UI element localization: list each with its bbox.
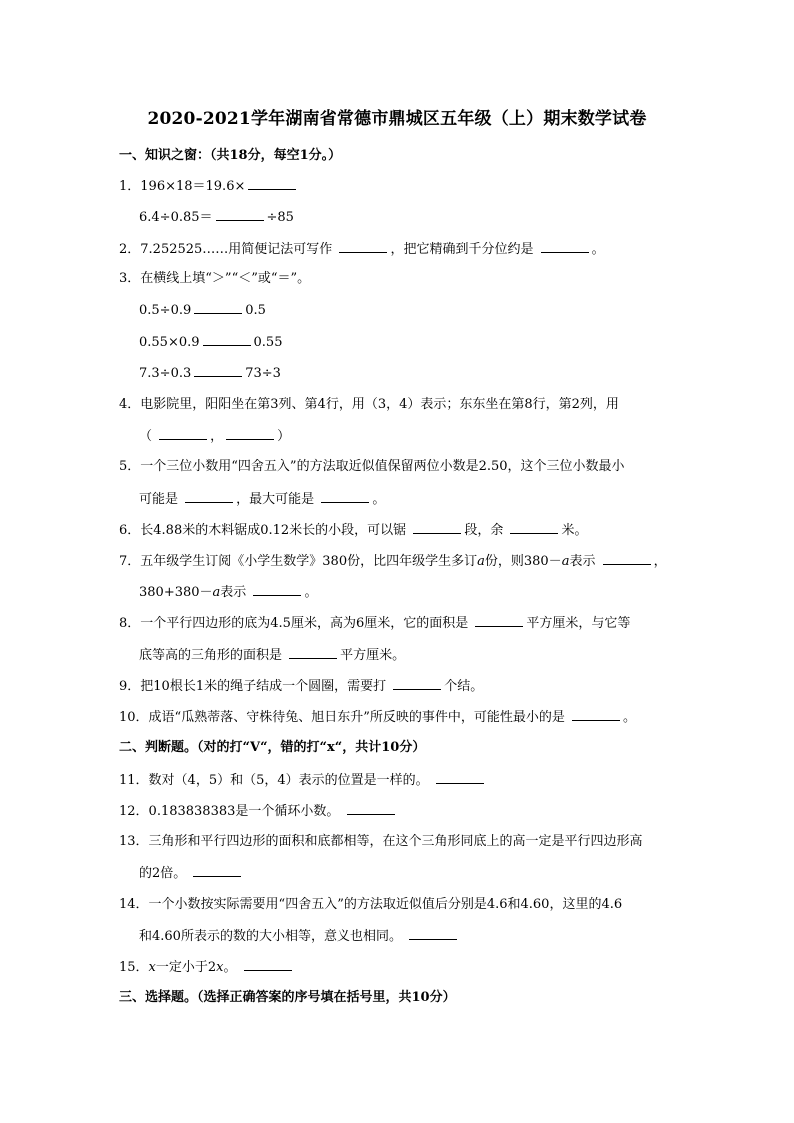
answer-blank[interactable] bbox=[321, 490, 369, 503]
q7-text-2: 份，则380－ bbox=[484, 554, 562, 569]
q1b-tail: ÷85 bbox=[266, 210, 294, 225]
q7-var-a: a bbox=[477, 554, 485, 569]
answer-blank[interactable] bbox=[194, 301, 242, 314]
q4-close-paren: ） bbox=[277, 429, 291, 444]
q2-text-b: ，把它精确到千分位约是 bbox=[390, 242, 534, 257]
q4-open-paren: （ bbox=[139, 429, 153, 444]
question-13: 13．三角形和平行四边形的面积和底都相等，在这个三角形同底上的高一定是平行四边形高 bbox=[119, 834, 643, 849]
question-14: 14．一个小数按实际需要用“四舍五入”的方法取近似值后分别是4.6和4.60，这里的4.6 bbox=[119, 897, 623, 912]
question-13-part-2 bbox=[139, 864, 244, 883]
q6-text-b: 段，余 bbox=[464, 523, 504, 538]
answer-blank[interactable] bbox=[248, 177, 296, 190]
answer-blank[interactable] bbox=[603, 552, 651, 565]
answer-blank[interactable] bbox=[339, 240, 387, 253]
question-7 bbox=[119, 552, 667, 571]
section1-heading: 一、知识之窗：（共18分，每空1分。） bbox=[119, 148, 342, 163]
question-8 bbox=[119, 614, 630, 633]
question-5: 5．一个三位小数用“四舍五入”的方法取近似值保留两位小数是2.50，这个三位小数最小 bbox=[119, 459, 625, 474]
answer-blank[interactable] bbox=[572, 708, 620, 721]
question-9 bbox=[119, 677, 483, 696]
question-11 bbox=[119, 771, 487, 790]
q8b-text: 底等高的三角形的面积是 bbox=[139, 648, 283, 663]
answer-blank[interactable] bbox=[393, 677, 441, 690]
answer-blank[interactable] bbox=[159, 427, 207, 440]
q7b-text-3: 。 bbox=[304, 585, 318, 600]
question-6 bbox=[119, 521, 587, 540]
answer-blank[interactable] bbox=[289, 646, 337, 659]
q7-text: 7．五年级学生订阅《小学生数学》380份，比四年级学生多订 bbox=[119, 554, 478, 569]
q9-text: 9．把10根长1米的绳子结成一个圆圈，需要打 bbox=[119, 679, 387, 694]
question-7-part-2 bbox=[139, 583, 317, 602]
section2-heading: 二、判断题。（对的打“V“，错的打“x“，共计10分） bbox=[119, 740, 426, 755]
q7-text-4: ， bbox=[653, 554, 667, 569]
q7b-text: 380+380－ bbox=[139, 585, 213, 600]
q7-var-a2: a bbox=[561, 554, 570, 569]
question-8-part-2 bbox=[139, 646, 405, 665]
q1-text: 1．196×18＝19.6× bbox=[119, 179, 246, 194]
q2-text: 2．7.252525……用简便记法可写作 bbox=[119, 242, 333, 257]
q3r2-right: 0.55 bbox=[253, 335, 283, 350]
answer-blank[interactable] bbox=[185, 490, 233, 503]
q15-text-2: 一定小于2 bbox=[155, 960, 217, 975]
q11-text: 11．数对（4，5）和（5，4）表示的位置是一样的。 bbox=[119, 773, 429, 788]
q15-var-x2: x bbox=[216, 960, 224, 975]
q5-text-c: ，最大可能是 bbox=[236, 492, 315, 507]
answer-blank[interactable] bbox=[253, 583, 301, 596]
q5-text-b: 可能是 bbox=[139, 492, 179, 507]
q9-text-b: 个结。 bbox=[444, 679, 484, 694]
q8b-text-2: 平方厘米。 bbox=[340, 648, 406, 663]
q4-comma: ， bbox=[210, 429, 224, 444]
answer-blank[interactable] bbox=[436, 771, 484, 784]
question-4-part-2 bbox=[139, 427, 290, 446]
q8-text: 8．一个平行四边形的底为4.5厘米，高为6厘米，它的面积是 bbox=[119, 616, 469, 631]
q7-text-3: 表示 bbox=[569, 554, 596, 569]
question-1 bbox=[119, 177, 299, 196]
question-5-part-2 bbox=[139, 490, 385, 509]
q10-text-b: 。 bbox=[622, 710, 636, 725]
answer-blank[interactable] bbox=[510, 521, 558, 534]
q14b-text: 和4.60所表示的数的大小相等，意义也相同。 bbox=[139, 929, 402, 944]
q1b-text: 6.4÷0.85＝ bbox=[139, 210, 213, 225]
q15-text-3: 。 bbox=[223, 960, 237, 975]
answer-blank[interactable] bbox=[244, 958, 292, 971]
q12-text: 12．0.183838383是一个循环小数。 bbox=[119, 804, 340, 819]
question-3-row-3 bbox=[139, 364, 281, 383]
question-15 bbox=[119, 958, 295, 977]
q5-text-d: 。 bbox=[372, 492, 386, 507]
answer-blank[interactable] bbox=[203, 333, 251, 346]
q7b-var: a bbox=[212, 585, 221, 600]
q8-text-2: 平方厘米，与它等 bbox=[526, 616, 631, 631]
q10-text: 10．成语“瓜熟蒂落、守株待兔、旭日东升”所反映的事件中，可能性最小的是 bbox=[119, 710, 565, 725]
q3r3-right: 73÷3 bbox=[245, 366, 281, 381]
section3-heading: 三、选择题。（选择正确答案的序号填在括号里，共10分） bbox=[119, 990, 456, 1005]
answer-blank[interactable] bbox=[226, 427, 274, 440]
answer-blank[interactable] bbox=[194, 364, 242, 377]
answer-blank[interactable] bbox=[347, 802, 395, 815]
question-3: 3．在横线上填“＞”“＜”或“＝”。 bbox=[119, 271, 311, 286]
q6-text: 6．长4.88米的木料锯成0.12米长的小段，可以锯 bbox=[119, 523, 407, 538]
q7b-text-2: 表示 bbox=[220, 585, 247, 600]
answer-blank[interactable] bbox=[541, 240, 589, 253]
q3r2-left: 0.55×0.9 bbox=[139, 335, 200, 350]
q15-text: 15． bbox=[119, 960, 149, 975]
question-3-row-1 bbox=[139, 301, 266, 320]
answer-blank[interactable] bbox=[475, 614, 523, 627]
q13b-text: 的2倍。 bbox=[139, 866, 187, 881]
question-10 bbox=[119, 708, 636, 727]
q3r1-right: 0.5 bbox=[245, 303, 266, 318]
question-1-part-2 bbox=[139, 208, 294, 227]
question-12 bbox=[119, 802, 398, 821]
answer-blank[interactable] bbox=[409, 927, 457, 940]
question-4: 4．电影院里，阳阳坐在第3列、第4行，用（3，4）表示；东东坐在第8行，第2列，用 bbox=[119, 397, 619, 412]
q2-text-c: 。 bbox=[591, 242, 605, 257]
q3r1-left: 0.5÷0.9 bbox=[139, 303, 192, 318]
answer-blank[interactable] bbox=[413, 521, 461, 534]
question-14-part-2 bbox=[139, 927, 460, 946]
answer-blank[interactable] bbox=[216, 208, 264, 221]
question-2 bbox=[119, 240, 605, 259]
q3r3-left: 7.3÷0.3 bbox=[139, 366, 192, 381]
answer-blank[interactable] bbox=[193, 864, 241, 877]
q15-var-x: x bbox=[148, 960, 156, 975]
question-3-row-2 bbox=[139, 333, 282, 352]
exam-title: 2020-2021学年湖南省常德市鼎城区五年级（上）期末数学试卷 bbox=[147, 109, 647, 129]
q6-text-c: 米。 bbox=[561, 523, 588, 538]
